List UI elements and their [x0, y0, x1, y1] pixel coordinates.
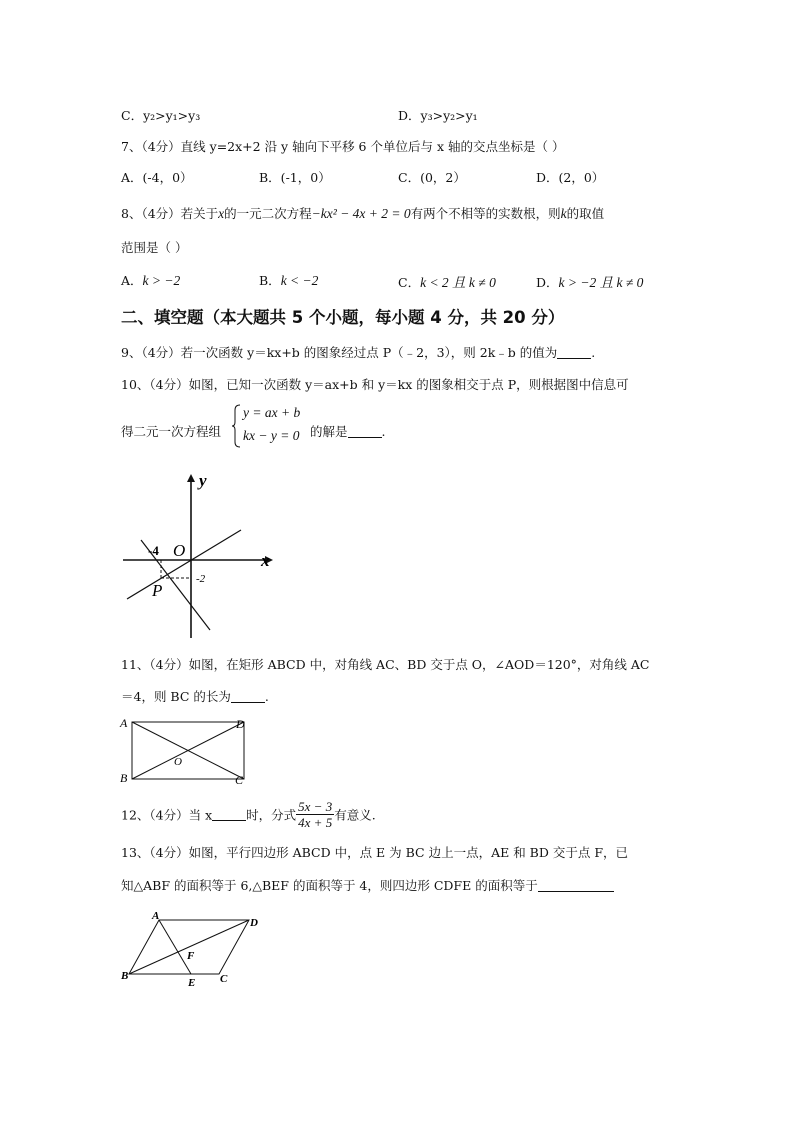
q12-numerator: 5x − 3: [298, 799, 333, 814]
q11-question-line2: [121, 687, 269, 705]
q10-end: .: [381, 424, 386, 439]
q12-answer-blank[interactable]: [212, 808, 246, 821]
q8-question: [121, 204, 604, 222]
q12-mid: 时，分式: [246, 807, 297, 823]
q8-mid: 的一元二次方程: [224, 206, 312, 221]
q8-option-b-expr: k < −2: [280, 273, 319, 288]
q8-option-a-expr: k > −2: [142, 273, 181, 288]
q6-option-d: D．y₃>y₂>y₁: [398, 108, 478, 123]
q11-question: 11、（4分）如图，在矩形 ABCD 中，对角线 AC、BD 交于点 O，∠AOD＝120°，对角线 AC: [121, 657, 650, 672]
q8-var-k: k: [560, 206, 567, 221]
q7-question: 7、（4分）直线 y=2x+2 沿 y 轴向下平移 6 个单位后与 x 轴的交点坐标是（ ）: [121, 139, 565, 154]
q6-option-c: C．y₂>y₁>y₃: [121, 108, 201, 123]
q13-parallelogram-figure: [115, 908, 270, 990]
label-p: P: [152, 581, 163, 600]
q8-option-b-label: B．: [259, 273, 281, 288]
label-b: B: [121, 970, 129, 982]
label-a: A: [152, 910, 160, 922]
q9-answer-blank[interactable]: [557, 346, 591, 359]
y-axis-arrow-icon: [187, 474, 195, 482]
q8-var-x: x: [218, 206, 225, 221]
q8-option-a-label: A．: [121, 273, 143, 288]
q10-answer-blank[interactable]: [348, 425, 382, 438]
q13-line2-text: 知△ABF 的面积等于 6,△BEF 的面积等于 4，则四边形 CDFE 的面积等于: [121, 878, 538, 893]
q9-text: 9、（4分）若一次函数 y＝kx+b 的图象经过点 P（﹣2，3），则 2k﹣b 的值为: [121, 345, 558, 360]
label-f: F: [187, 950, 195, 962]
q11-end: .: [264, 689, 269, 704]
q8-equation: −kx² − 4x + 2 = 0: [311, 206, 411, 221]
q8-option-a: [121, 271, 180, 289]
q10-system-brace: [232, 404, 242, 448]
label-neg2: -2: [196, 573, 206, 585]
label-o: O: [174, 756, 182, 768]
label-d: D: [236, 717, 245, 731]
q13-question-line2: [121, 876, 614, 894]
q10-graph: [115, 468, 275, 643]
q12-prefix: 12、（4分）当 x: [121, 807, 213, 823]
q13-answer-blank[interactable]: [538, 879, 614, 892]
q10-line2-prefix: 得二元一次方程组: [121, 424, 222, 439]
label-c: C: [220, 973, 228, 985]
q9-end: .: [591, 345, 596, 360]
q8-option-d: [536, 271, 643, 291]
q7-option-a: A．(-4，0）: [121, 170, 193, 185]
q8-option-c: [398, 271, 496, 291]
q8-option-d-label: D．: [536, 275, 559, 290]
diagonal-bd: [129, 920, 249, 974]
q8-prefix: 8、（4分）若关于: [121, 206, 219, 221]
q12-suffix: 有意义.: [334, 807, 376, 823]
label-o: O: [173, 541, 186, 560]
q8-suffix2: 的取值: [566, 206, 605, 221]
label-b: B: [120, 771, 128, 785]
q10-eq2-text: kx − y = 0: [243, 428, 300, 443]
q10-eq2: [243, 428, 299, 444]
q10-line2-suffix: [310, 422, 386, 440]
section-heading: 二、填空题（本大题共 5 个小题，每小题 4 分，共 20 分）: [121, 308, 565, 327]
q10-eq1-text: y = ax + b: [243, 405, 301, 420]
q8-option-c-expr: k < 2 且 k ≠ 0: [420, 275, 496, 290]
label-neg4: -4: [148, 543, 159, 558]
q11-rectangle-figure: [115, 712, 255, 787]
q13-question: 13、（4分）如图，平行四边形 ABCD 中，点 E 为 BC 边上一点，AE 和 BD 交于点 F，已: [121, 845, 629, 860]
label-c: C: [235, 773, 244, 787]
q8-question-line2: 范围是（ ）: [121, 240, 188, 255]
q8-option-b: [259, 271, 318, 289]
q10-question: 10、（4分）如图，已知一次函数 y＝ax+b 和 y＝kx 的图象相交于点 P，则根据图中信息可: [121, 377, 629, 392]
q7-option-c: C．(0，2）: [398, 170, 466, 185]
q12-fraction: [296, 799, 334, 830]
q11-answer-blank[interactable]: [231, 690, 265, 703]
label-d: D: [250, 917, 258, 929]
label-e: E: [188, 977, 196, 989]
q8-option-d-expr: k > −2 且 k ≠ 0: [558, 275, 644, 290]
q10-eq1: [243, 405, 300, 421]
q12-question: [121, 799, 376, 830]
label-x: x: [261, 551, 270, 570]
q9-question: [121, 343, 595, 361]
label-a: A: [120, 716, 128, 730]
q10-suffix-text: 的解是: [310, 424, 348, 439]
q7-option-b: B．(-1，0）: [259, 170, 331, 185]
q11-line2-text: ＝4，则 BC 的长为: [121, 689, 231, 704]
segment-ae: [159, 920, 191, 974]
q8-suffix1: 有两个不相等的实数根，则: [410, 206, 561, 221]
q8-option-c-label: C．: [398, 275, 421, 290]
q7-option-d: D．(2，0）: [536, 170, 605, 185]
q12-denominator: 4x + 5: [298, 815, 333, 830]
label-y: y: [199, 471, 207, 490]
